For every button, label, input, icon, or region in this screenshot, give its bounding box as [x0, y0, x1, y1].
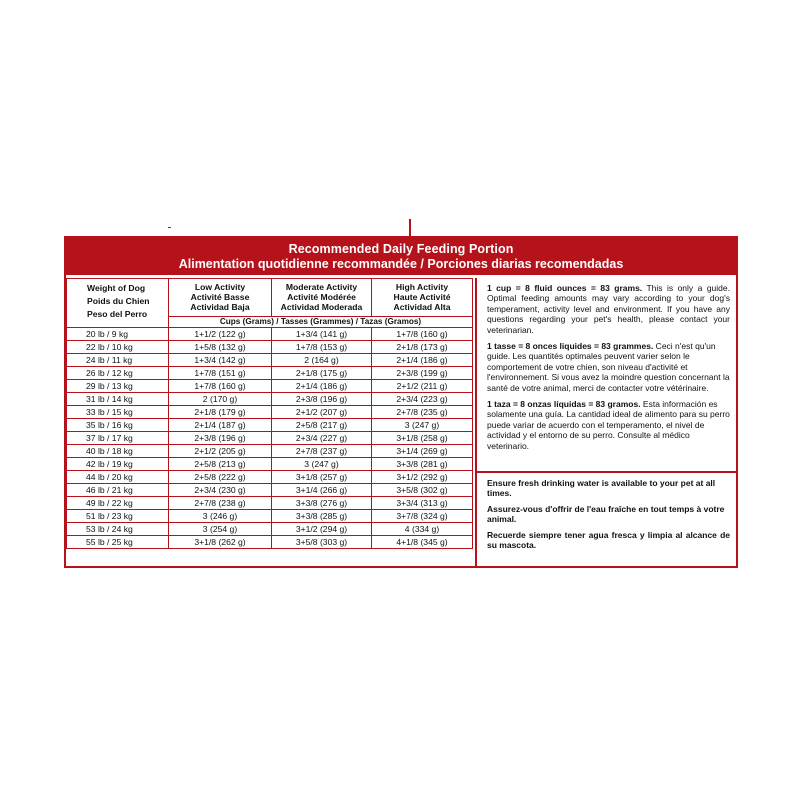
table-row: [67, 445, 473, 458]
high-activity-es: Actividad Alta: [393, 302, 451, 312]
table-row: [67, 393, 473, 406]
table-row: [67, 406, 473, 419]
info-column: [475, 278, 736, 566]
low-activity-cell: 2+7/8 (238 g): [169, 497, 272, 510]
low-activity-cell: 2+5/8 (222 g): [169, 471, 272, 484]
weight-header: [67, 279, 169, 328]
table-row: [67, 432, 473, 445]
moderate-activity-cell: 2 (164 g): [272, 354, 372, 367]
moderate-activity-cell: 2+7/8 (237 g): [272, 445, 372, 458]
low-activity-es: Actividad Baja: [190, 302, 250, 312]
moderate-activity-cell: 2+3/4 (227 g): [272, 432, 372, 445]
moderate-activity-cell: 2+1/4 (186 g): [272, 380, 372, 393]
high-activity-cell: 3+1/4 (269 g): [372, 445, 473, 458]
low-activity-en: Low Activity: [194, 282, 246, 292]
high-activity-cell: 2+1/8 (173 g): [372, 341, 473, 354]
high-activity-cell: 2+3/4 (223 g): [372, 393, 473, 406]
moderate-activity-cell: 1+7/8 (153 g): [272, 341, 372, 354]
water-notice-english: Ensure fresh drinking water is available to your pet at all times.: [487, 478, 716, 499]
table-row: [67, 380, 473, 393]
weight-cell: 46 lb / 21 kg: [67, 484, 169, 497]
feeding-table-body: [67, 328, 473, 549]
info-french: [487, 341, 730, 393]
banner-title-english: Recommended Daily Feeding Portion: [288, 242, 514, 256]
high-activity-cell: 3+3/4 (313 g): [372, 497, 473, 510]
feeding-table: [66, 278, 473, 549]
high-activity-cell: 2+1/2 (211 g): [372, 380, 473, 393]
low-activity-cell: 3 (254 g): [169, 523, 272, 536]
info-spanish: [487, 399, 730, 451]
decorative-mark: [168, 227, 171, 228]
high-activity-cell: 3 (247 g): [372, 419, 473, 432]
banner-title-french-spanish: Alimentation quotidienne recommandée / Porciones diarias recomendadas: [178, 257, 624, 271]
weight-cell: 26 lb / 12 kg: [67, 367, 169, 380]
low-activity-cell: 2+1/2 (205 g): [169, 445, 272, 458]
table-row: [67, 471, 473, 484]
high-activity-cell: 2+7/8 (235 g): [372, 406, 473, 419]
decorative-mark: [409, 219, 411, 237]
info-english: [487, 283, 730, 335]
moderate-activity-cell: 3+1/2 (294 g): [272, 523, 372, 536]
moderate-activity-cell: 3+3/8 (285 g): [272, 510, 372, 523]
low-activity-cell: 3 (246 g): [169, 510, 272, 523]
moderate-activity-cell: 3+3/8 (276 g): [272, 497, 372, 510]
moderate-activity-cell: 2+3/8 (196 g): [272, 393, 372, 406]
moderate-activity-cell: 3+5/8 (303 g): [272, 536, 372, 549]
weight-cell: 35 lb / 16 kg: [67, 419, 169, 432]
table-row: [67, 419, 473, 432]
high-activity-cell: 1+7/8 (160 g): [372, 328, 473, 341]
high-activity-cell: 2+1/4 (186 g): [372, 354, 473, 367]
table-row: [67, 458, 473, 471]
low-activity-cell: 2 (170 g): [169, 393, 272, 406]
weight-cell: 49 lb / 22 kg: [67, 497, 169, 510]
weight-cell: 37 lb / 17 kg: [67, 432, 169, 445]
table-row: [67, 523, 473, 536]
weight-header-es: Peso del Perro: [87, 309, 148, 319]
moderate-activity-cell: 2+5/8 (217 g): [272, 419, 372, 432]
moderate-activity-en: Moderate Activity: [285, 282, 358, 292]
moderate-activity-cell: 2+1/2 (207 g): [272, 406, 372, 419]
low-activity-header: [169, 279, 272, 317]
low-activity-cell: 2+1/8 (179 g): [169, 406, 272, 419]
moderate-activity-es: Actividad Moderada: [280, 302, 363, 312]
weight-cell: 51 lb / 23 kg: [67, 510, 169, 523]
info-english-text: This is only a guide. Optimal feeding amounts may vary according to your dog's temperament, activity level and environment. If you have any questions regarding your pet's health, please contact your veterinarian.: [487, 283, 730, 335]
water-notice-spanish: Recuerde siempre tener agua fresca y limpia al alcance de su mascota.: [487, 529, 730, 551]
table-row: [67, 497, 473, 510]
high-activity-cell: 3+7/8 (324 g): [372, 510, 473, 523]
low-activity-cell: 1+7/8 (160 g): [169, 380, 272, 393]
units-header: Cups (Grams) / Tasses (Grammes) / Tazas (Gramos): [169, 317, 473, 328]
info-spanish-text: Esta información es solamente una guía. La cantidad ideal de alimento para su perro puede variar de acuerdo con el temperamento, el nivel de actividad y el entorno de su perro. Consulte al médico veterinario.: [487, 399, 730, 451]
low-activity-cell: 1+1/2 (122 g): [169, 328, 272, 341]
low-activity-cell: 2+5/8 (213 g): [169, 458, 272, 471]
weight-cell: 20 lb / 9 kg: [67, 328, 169, 341]
table-row: [67, 354, 473, 367]
low-activity-cell: 1+5/8 (132 g): [169, 341, 272, 354]
low-activity-cell: 1+7/8 (151 g): [169, 367, 272, 380]
low-activity-cell: 3+1/8 (262 g): [169, 536, 272, 549]
feeding-guide-panel: [64, 236, 738, 568]
table-row: [67, 536, 473, 549]
info-spanish-bold: 1 taza = 8 onzas líquidas = 83 gramos.: [487, 399, 641, 410]
info-french-bold: 1 tasse = 8 onces liquides = 83 grammes.: [487, 341, 654, 352]
high-activity-cell: 3+5/8 (302 g): [372, 484, 473, 497]
weight-cell: 55 lb / 25 kg: [67, 536, 169, 549]
weight-cell: 53 lb / 24 kg: [67, 523, 169, 536]
weight-cell: 24 lb / 11 kg: [67, 354, 169, 367]
weight-header-fr: Poids du Chien: [87, 296, 150, 306]
moderate-activity-cell: 3+1/4 (266 g): [272, 484, 372, 497]
table-row: [67, 367, 473, 380]
high-activity-fr: Haute Activité: [393, 292, 451, 302]
water-notice: [475, 473, 736, 566]
low-activity-cell: 2+3/8 (196 g): [169, 432, 272, 445]
moderate-activity-cell: 1+3/4 (141 g): [272, 328, 372, 341]
low-activity-cell: 1+3/4 (142 g): [169, 354, 272, 367]
table-row: [67, 484, 473, 497]
moderate-activity-header: [272, 279, 372, 317]
feeding-guide-banner: [66, 238, 736, 275]
weight-cell: 29 lb / 13 kg: [67, 380, 169, 393]
weight-cell: 42 lb / 19 kg: [67, 458, 169, 471]
weight-cell: 33 lb / 15 kg: [67, 406, 169, 419]
water-notice-french: Assurez-vous d'offrir de l'eau fraîche en tout temps à votre animal.: [487, 503, 725, 525]
high-activity-cell: 3+3/8 (281 g): [372, 458, 473, 471]
high-activity-cell: 2+3/8 (199 g): [372, 367, 473, 380]
low-activity-cell: 2+1/4 (187 g): [169, 419, 272, 432]
weight-cell: 44 lb / 20 kg: [67, 471, 169, 484]
weight-header-en: Weight of Dog: [87, 283, 146, 293]
moderate-activity-cell: 2+1/8 (175 g): [272, 367, 372, 380]
weight-cell: 22 lb / 10 kg: [67, 341, 169, 354]
serving-info: [475, 278, 736, 473]
weight-cell: 40 lb / 18 kg: [67, 445, 169, 458]
high-activity-cell: 4 (334 g): [372, 523, 473, 536]
moderate-activity-fr: Activité Modérée: [287, 292, 356, 302]
table-row: [67, 328, 473, 341]
weight-cell: 31 lb / 14 kg: [67, 393, 169, 406]
high-activity-en: High Activity: [395, 282, 449, 292]
high-activity-cell: 4+1/8 (345 g): [372, 536, 473, 549]
table-row: [67, 341, 473, 354]
high-activity-header: [372, 279, 473, 317]
low-activity-fr: Activité Basse: [190, 292, 250, 302]
table-row: [67, 510, 473, 523]
moderate-activity-cell: 3 (247 g): [272, 458, 372, 471]
high-activity-cell: 3+1/2 (292 g): [372, 471, 473, 484]
low-activity-cell: 2+3/4 (230 g): [169, 484, 272, 497]
info-french-text: Ceci n'est qu'un guide. Les quantités optimales peuvent varier selon le comportement de votre chien, son niveau d'activité et l'environnement. Si vous avez la moindre question concernant la santé de votre animal, merci de contacter votre vétérinaire.: [487, 341, 730, 393]
moderate-activity-cell: 3+1/8 (257 g): [272, 471, 372, 484]
info-english-bold: 1 cup = 8 fluid ounces = 83 grams.: [487, 283, 643, 293]
high-activity-cell: 3+1/8 (258 g): [372, 432, 473, 445]
